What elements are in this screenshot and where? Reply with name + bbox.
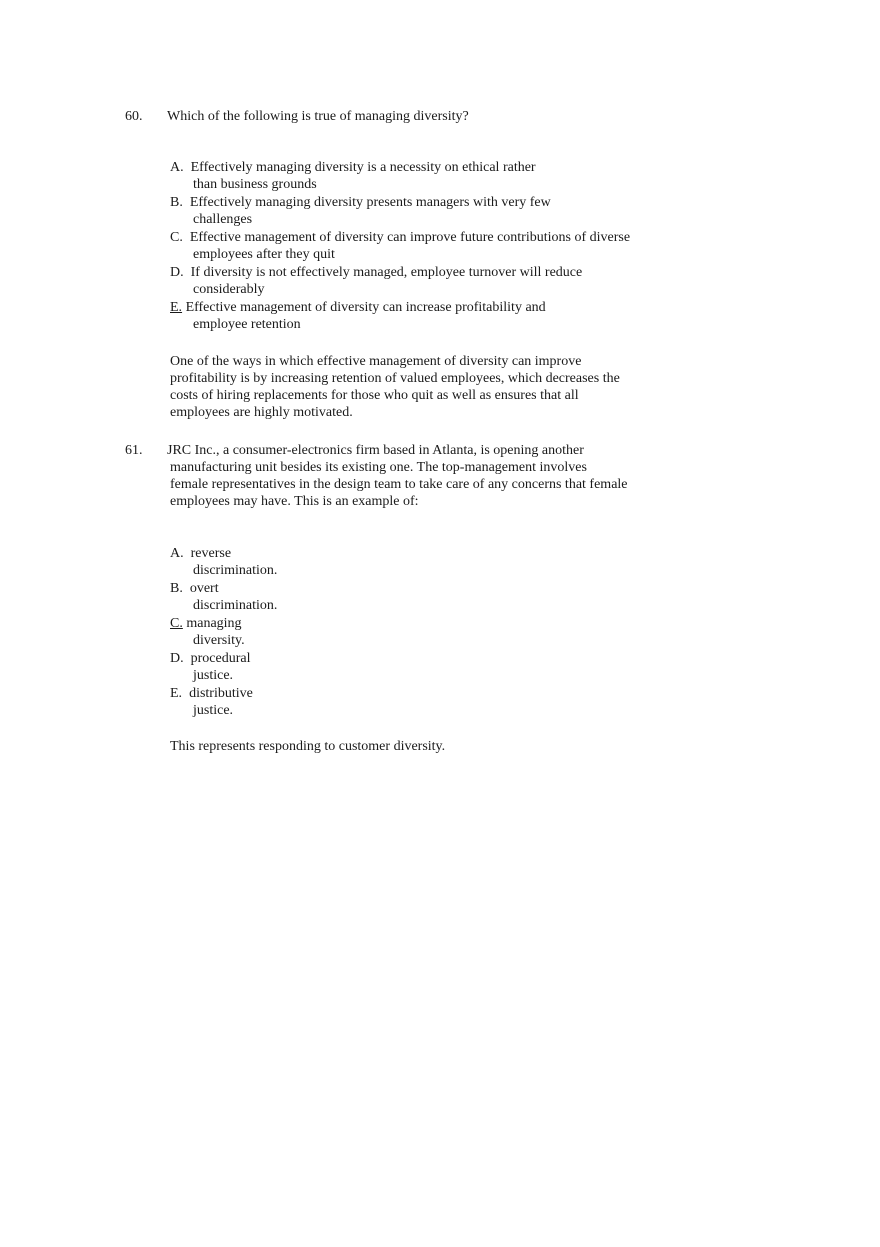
options-60 <box>170 159 670 334</box>
option-text-cont: considerably <box>193 282 265 297</box>
question-number: 61. <box>125 443 143 458</box>
option-label-correct: C. <box>170 616 183 631</box>
option-text: procedural <box>190 651 251 666</box>
option-label-correct: E. <box>170 300 183 315</box>
stem-line: female representatives in the design team to take care of any concerns that female <box>170 477 628 492</box>
stem-line: manufacturing unit besides its existing one. The top-management involves <box>170 460 587 475</box>
option-text: If diversity is not effectively managed, employee turnover will reduce <box>190 265 583 280</box>
option-label: D. <box>170 265 184 280</box>
option-label: A. <box>170 546 184 561</box>
option-d <box>170 264 670 298</box>
explanation-60 <box>170 353 650 421</box>
option-d <box>170 650 670 684</box>
option-label: D. <box>170 651 184 666</box>
stem-line: JRC Inc., a consumer-electronics firm based in Atlanta, is opening another <box>167 443 584 458</box>
option-label: E. <box>170 686 183 701</box>
option-text-cont: discrimination. <box>193 563 278 578</box>
option-label: B. <box>170 195 183 210</box>
option-text-cont: employees after they quit <box>193 247 335 262</box>
option-text-cont: diversity. <box>193 633 245 648</box>
explanation-line: employees are highly motivated. <box>170 405 353 420</box>
option-e <box>170 685 670 719</box>
option-b <box>170 580 670 614</box>
explanation-61 <box>170 738 650 755</box>
question-number: 60. <box>125 109 143 124</box>
option-text-cont: than business grounds <box>193 177 317 192</box>
option-label: B. <box>170 581 183 596</box>
option-label: A. <box>170 160 184 175</box>
option-a <box>170 159 670 193</box>
option-text: reverse <box>190 546 232 561</box>
option-text-cont: challenges <box>193 212 253 227</box>
explanation-line: This represents responding to customer diversity. <box>170 739 446 754</box>
option-text-cont: employee retention <box>193 317 301 332</box>
options-61 <box>170 545 670 720</box>
option-text-cont: justice. <box>193 668 234 683</box>
option-e-correct <box>170 299 670 333</box>
question-stem <box>167 442 647 510</box>
option-text: Effective management of diversity can increase profitability and <box>185 300 546 315</box>
stem-line: Which of the following is true of managing diversity? <box>167 109 469 124</box>
question-stem <box>167 108 647 125</box>
option-text: Effectively managing diversity is a necessity on ethical rather <box>190 160 536 175</box>
option-text: managing <box>186 616 242 631</box>
option-c <box>170 229 670 263</box>
explanation-line: One of the ways in which effective management of diversity can improve <box>170 354 582 369</box>
option-c-correct <box>170 615 670 649</box>
stem-line: employees may have. This is an example of: <box>170 494 419 509</box>
option-b <box>170 194 670 228</box>
option-text: Effective management of diversity can improve future contributions of diverse <box>189 230 631 245</box>
option-text: overt <box>189 581 219 596</box>
option-text-cont: justice. <box>193 703 234 718</box>
option-a <box>170 545 670 579</box>
explanation-line: costs of hiring replacements for those who quit as well as ensures that all <box>170 388 579 403</box>
explanation-line: profitability is by increasing retention of valued employees, which decreases the <box>170 371 620 386</box>
option-text-cont: discrimination. <box>193 598 278 613</box>
option-text: Effectively managing diversity presents managers with very few <box>189 195 551 210</box>
option-text: distributive <box>189 686 253 701</box>
option-label: C. <box>170 230 183 245</box>
